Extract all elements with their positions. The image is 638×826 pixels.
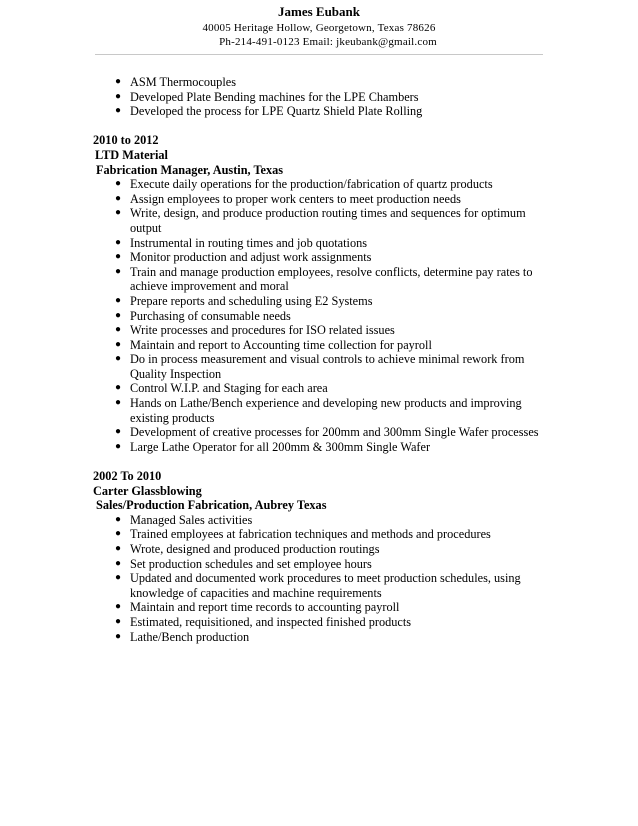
bullet-icon: ● — [115, 90, 122, 102]
list-item-text: Maintain and report time records to accounting payroll — [130, 600, 400, 615]
list-item-text: Wrote, designed and produced production routings — [130, 542, 380, 556]
list-item-text: Estimated, requisitioned, and inspected finished products — [130, 614, 412, 629]
bullet-icon: ● — [115, 338, 122, 350]
list-item-text: Write, design, and produce production routing times and sequences for optimum output — [130, 206, 526, 235]
list-item-text: Write processes and procedures for ISO related issues — [130, 323, 395, 338]
bullet-icon: ● — [115, 572, 122, 584]
list-item — [93, 571, 548, 600]
list-item-text: Hands on Lathe/Bench experience and developing new products and improving existing products — [130, 396, 522, 425]
list-item — [93, 192, 548, 207]
list-item-text: Updated and documented work procedures to meet production schedules, using knowledge of capacities and machine requirements — [130, 571, 521, 600]
list-item-text: Prepare reports and scheduling using E2 Systems — [130, 293, 373, 308]
job-bullet-list — [93, 513, 548, 644]
list-item — [93, 250, 548, 265]
bullet-icon: ● — [115, 105, 122, 117]
bullet-icon: ● — [115, 265, 122, 277]
list-item — [93, 352, 548, 381]
bullet-icon: ● — [115, 192, 122, 204]
resume-body — [93, 75, 548, 644]
header-divider — [95, 54, 543, 55]
list-item — [93, 630, 548, 645]
list-item-text: Purchasing of consumable needs — [130, 308, 291, 323]
list-item — [93, 75, 548, 90]
bullet-icon: ● — [115, 630, 122, 642]
bullet-icon: ● — [115, 543, 122, 554]
bullet-icon: ● — [115, 397, 122, 409]
list-item — [93, 513, 548, 528]
list-item-text: Set production schedules and set employee hours — [130, 556, 372, 571]
bullet-icon: ● — [115, 513, 122, 525]
list-item — [93, 90, 548, 105]
bullet-icon: ● — [115, 601, 122, 613]
list-item — [93, 615, 548, 630]
job-title: Fabrication Manager, Austin, Texas — [96, 162, 284, 177]
bullet-icon: ● — [115, 178, 122, 190]
list-item — [93, 206, 548, 235]
list-item — [93, 177, 548, 192]
list-item-text: Managed Sales activities — [130, 512, 253, 527]
list-item-text: Developed the process for LPE Quartz Shield Plate Rolling — [130, 104, 423, 119]
bullet-icon: ● — [115, 557, 122, 569]
list-item — [93, 527, 548, 542]
list-item-text: Lathe/Bench production — [130, 629, 250, 644]
list-item-text: Trained employees at fabrication techniques and methods and procedures — [130, 527, 491, 542]
list-item — [93, 236, 548, 251]
job-dates: 2010 to 2012 — [93, 133, 159, 148]
list-item — [93, 542, 548, 557]
bullet-icon: ● — [115, 615, 122, 627]
bullet-icon: ● — [115, 353, 122, 365]
list-item — [93, 396, 548, 425]
bullet-icon: ● — [115, 426, 122, 438]
list-item — [93, 309, 548, 324]
list-item-text: Instrumental in routing times and job quotations — [130, 235, 368, 250]
job-bullet-list — [93, 177, 548, 454]
list-item — [93, 381, 548, 396]
bullet-icon: ● — [115, 236, 122, 248]
bullet-icon: ● — [115, 309, 122, 321]
job-section — [93, 133, 548, 454]
list-item-text: Execute daily operations for the production/fabrication of quartz products — [130, 177, 493, 192]
top-bullet-list — [93, 75, 548, 119]
list-item — [93, 440, 548, 455]
list-item-text: Do in process measurement and visual controls to achieve minimal rework from Quality Inspection — [130, 352, 525, 381]
list-item-text: Large Lathe Operator for all 200mm & 300mm Single Wafer — [130, 439, 431, 454]
candidate-name: James Eubank — [278, 4, 360, 19]
list-item-text: Train and manage production employees, resolve conflicts, determine pay rates to achieve improvement and moral — [130, 264, 533, 294]
list-item-text: Assign employees to proper work centers to meet production needs — [130, 191, 461, 206]
bullet-icon: ● — [115, 294, 122, 306]
job-section — [93, 469, 548, 644]
list-item-text: Developed Plate Bending machines for the LPE Chambers — [130, 89, 419, 104]
list-item — [93, 323, 548, 338]
list-item-text: Maintain and report to Accounting time collection for payroll — [130, 337, 432, 352]
list-item-text: ASM Thermocouples — [130, 75, 236, 89]
list-item — [93, 557, 548, 572]
job-company: LTD Material — [95, 147, 168, 162]
candidate-address: 40005 Heritage Hollow, Georgetown, Texas 78626 — [202, 22, 436, 34]
bullet-icon: ● — [115, 324, 122, 336]
list-item — [93, 265, 548, 294]
job-dates: 2002 To 2010 — [93, 469, 162, 484]
job-company: Carter Glassblowing — [93, 483, 202, 498]
list-item-text: Development of creative processes for 200mm and 300mm Single Wafer processes — [130, 425, 539, 440]
bullet-icon: ● — [115, 251, 122, 263]
list-item — [93, 600, 548, 615]
bullet-icon: ● — [115, 76, 122, 87]
list-item-text: Monitor production and adjust work assignments — [130, 250, 372, 265]
list-item — [93, 104, 548, 119]
list-item-text: Control W.I.P. and Staging for each area — [130, 381, 328, 396]
list-item — [93, 425, 548, 440]
bullet-icon: ● — [115, 528, 122, 540]
bullet-icon: ● — [115, 382, 122, 394]
bullet-icon: ● — [115, 440, 122, 452]
bullet-icon: ● — [115, 207, 122, 219]
list-item — [93, 338, 548, 353]
candidate-contact: Ph-214-491-0123 Email: jkeubank@gmail.com — [219, 36, 437, 48]
job-title: Sales/Production Fabrication, Aubrey Texas — [96, 498, 327, 513]
list-item — [93, 294, 548, 309]
